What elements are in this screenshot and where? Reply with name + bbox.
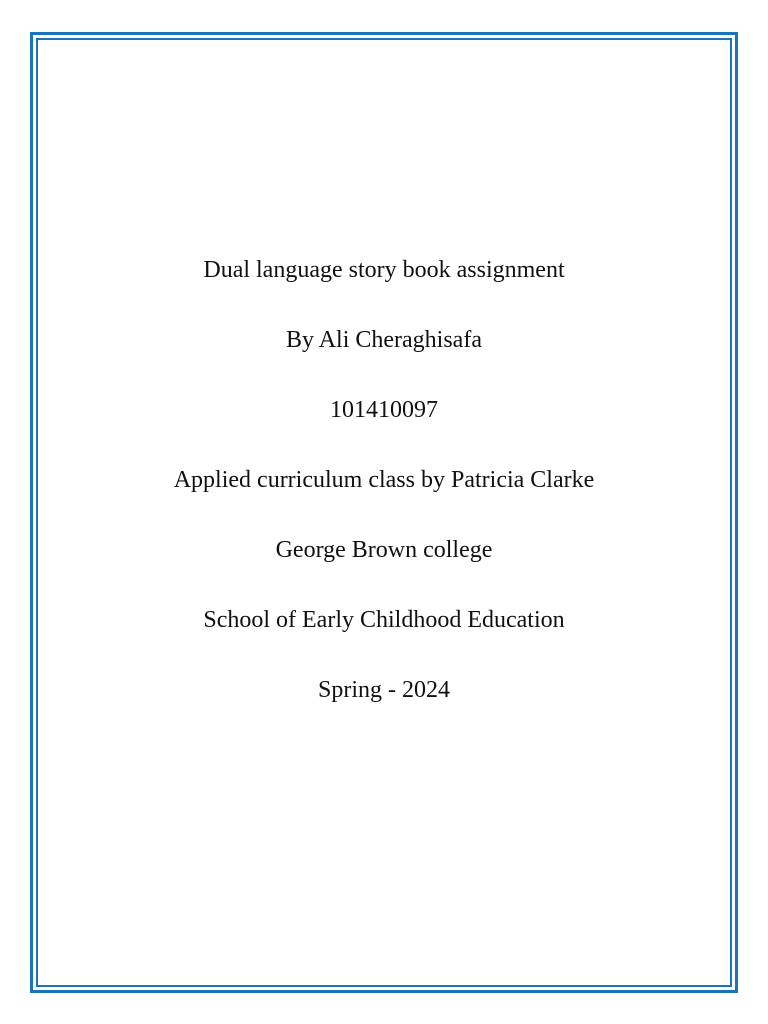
term-line: Spring - 2024 [318, 677, 450, 703]
author-line: By Ali Cheraghisafa [286, 327, 482, 353]
course-line: Applied curriculum class by Patricia Clarke [173, 467, 595, 493]
student-id: 101410097 [330, 397, 438, 423]
school-line: School of Early Childhood Education [203, 607, 565, 633]
title-block [0, 252, 768, 742]
institution-line: George Brown college [275, 537, 493, 563]
document-title: Dual language story book assignment [203, 257, 565, 283]
